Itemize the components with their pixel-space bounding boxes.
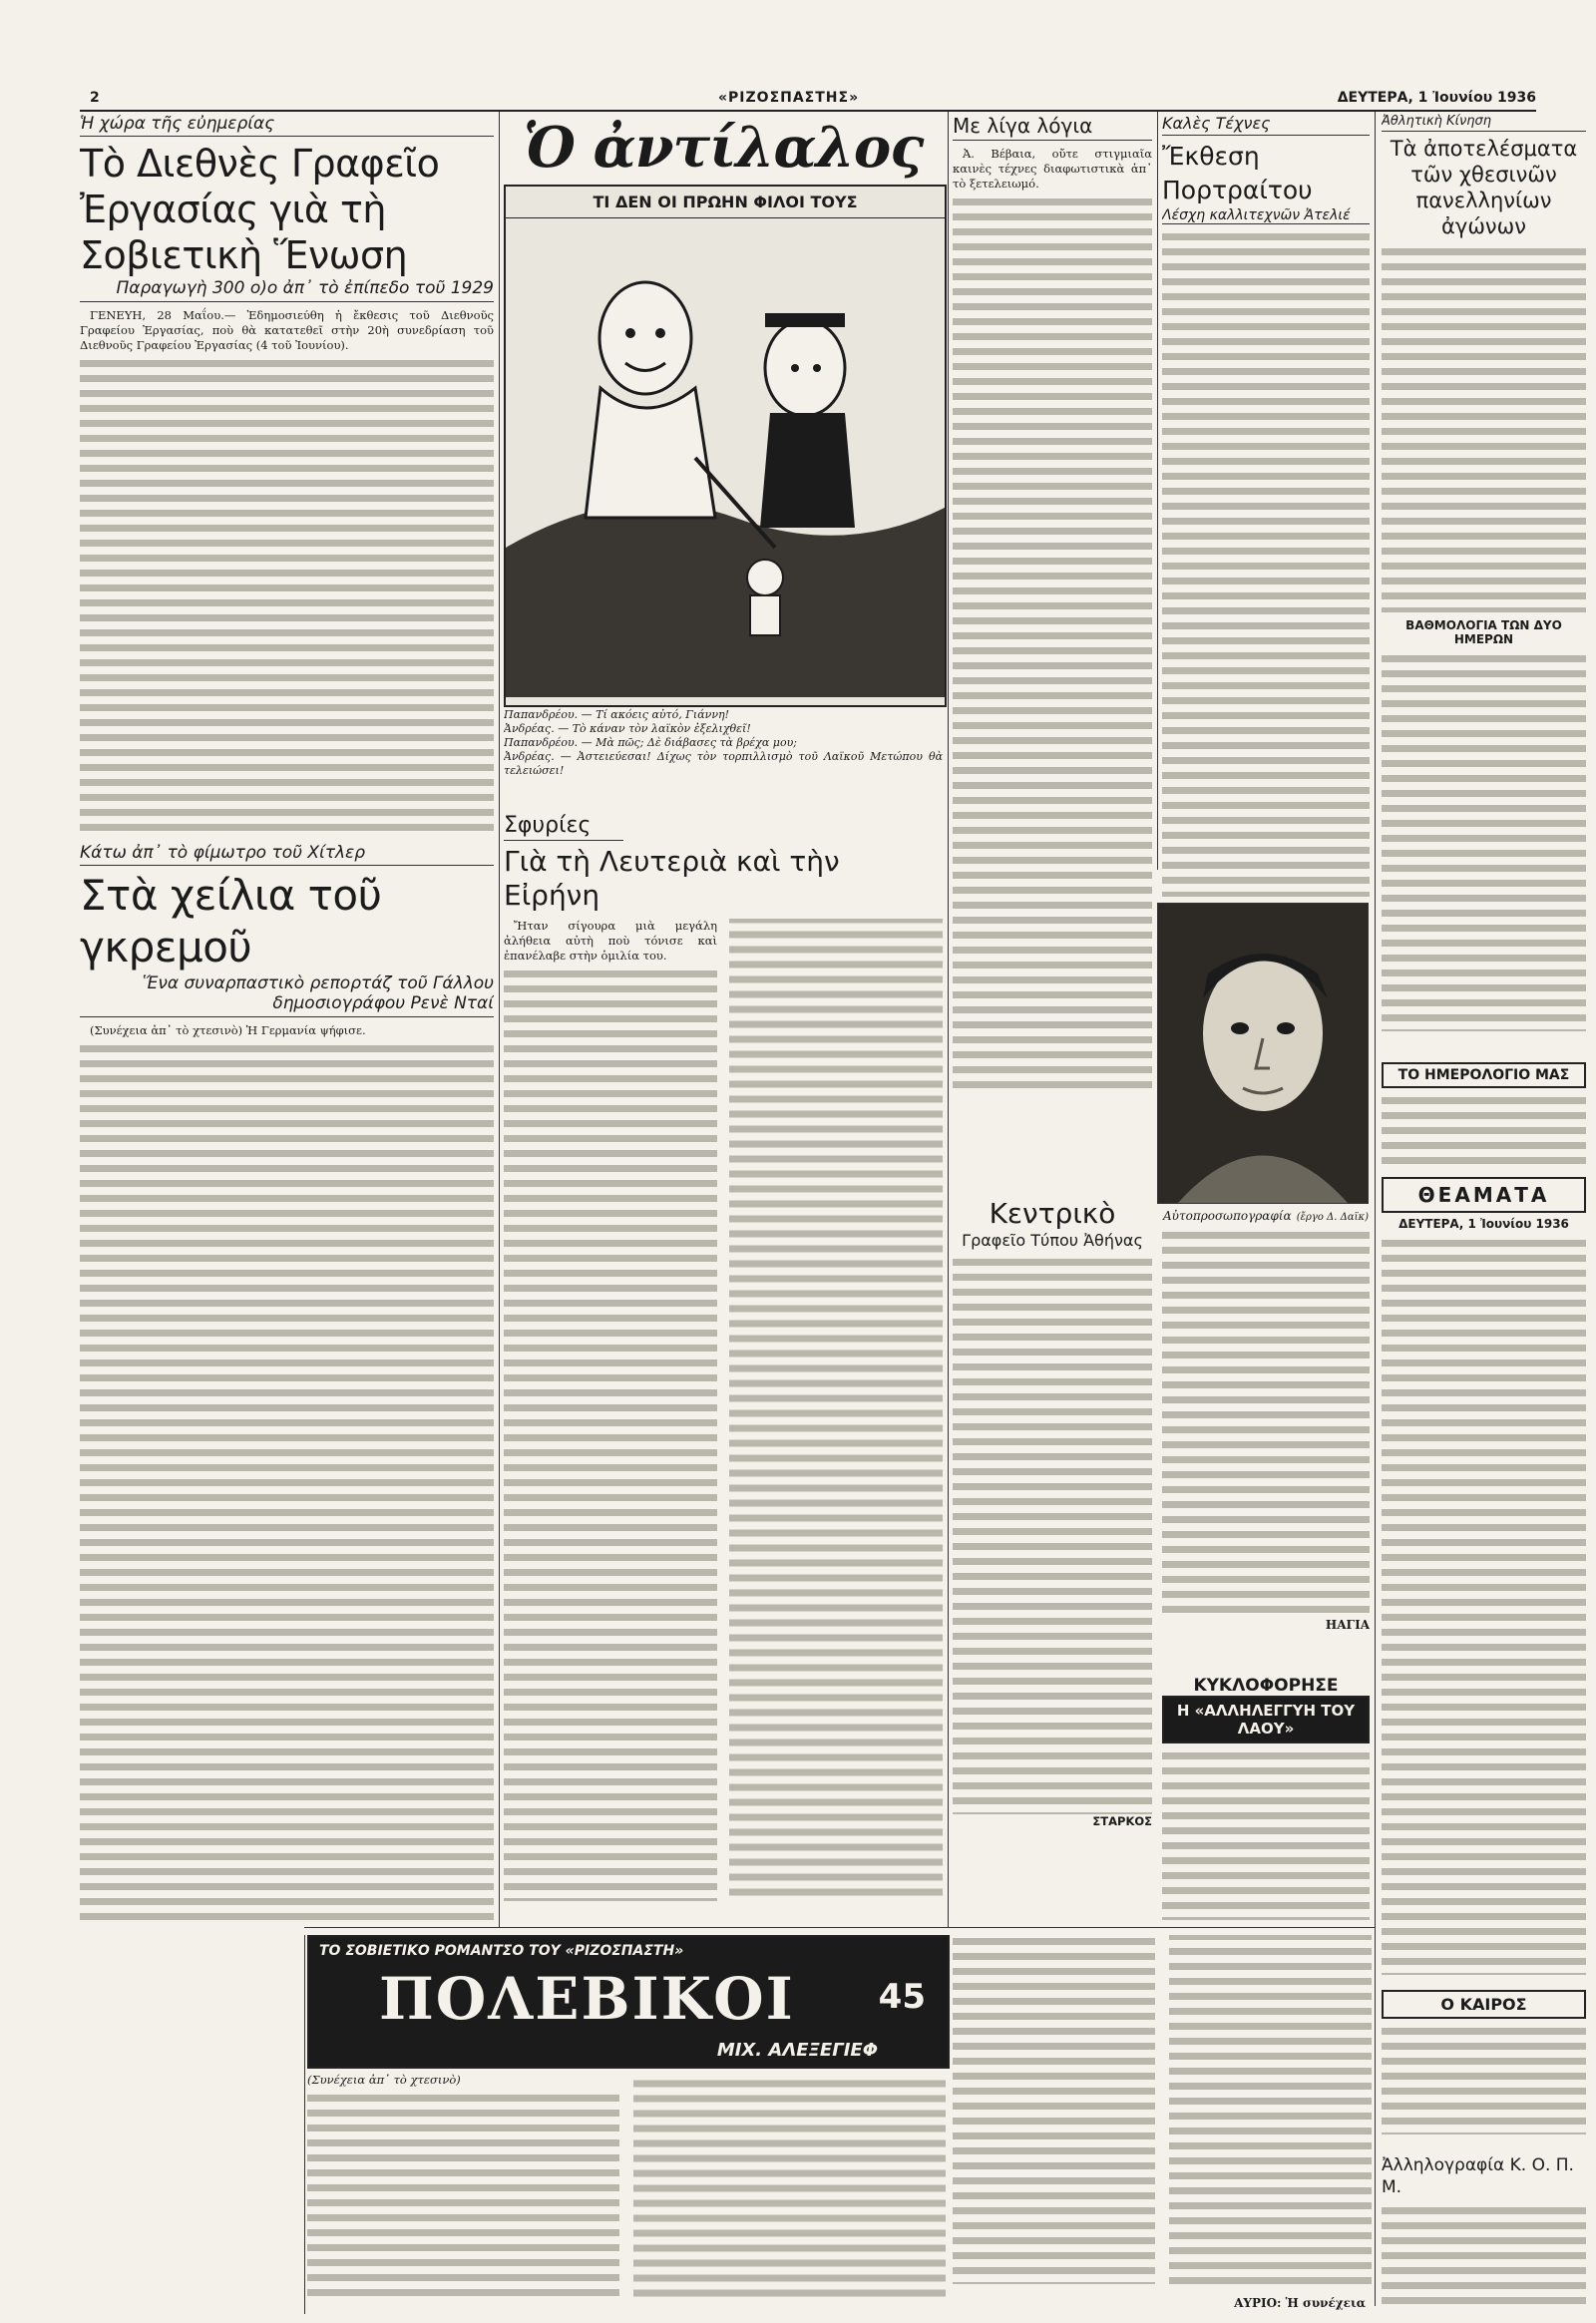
article-text-block — [80, 357, 494, 832]
ilo-article — [80, 114, 494, 832]
short-notes — [953, 114, 1152, 1111]
cartoon-caption-title: ΤΙ ΔΕΝ ΟΙ ΠΡΩΗΝ ΦΙΛΟΙ ΤΟΥΣ — [506, 187, 945, 218]
issue-date: ΔΕΥΤΕΡΑ, 1 Ἰουνίου 1936 — [1337, 90, 1536, 106]
dialogue-line-1: Παπανδρέου. — Τί ακόεις αὐτό, Γιάννη! — [504, 708, 730, 721]
theatre-listings — [1382, 1177, 1586, 1985]
article-text-block — [80, 1042, 494, 1920]
sports-article — [1382, 114, 1586, 612]
newspaper-name: «ΡΙΖΟΣΠΑΣΤΗΣ» — [718, 90, 860, 106]
arts-continued — [1162, 1229, 1370, 1668]
ilo-deck: Παραγωγὴ 300 ο)ο ἀπ᾿ τὸ ἐπίπεδο τοῦ 1929 — [80, 278, 494, 302]
serial-text — [307, 2073, 946, 2312]
ilo-body — [80, 308, 494, 832]
arts-kicker: Καλὲς Τέχνες — [1162, 114, 1370, 136]
arts-signature: ΗΑΓΙΑ — [1325, 1618, 1370, 1632]
weather-box: Ο ΚΑΙΡΟΣ — [1382, 1990, 1586, 2019]
section-rule — [304, 1927, 1375, 1928]
cartoon-illustration — [504, 185, 947, 707]
sports-kicker: Ἀθλητικὴ Κίνηση — [1382, 114, 1586, 132]
ilo-kicker: Ἡ χώρα τῆς εὐημερίας — [80, 114, 494, 137]
column-rule — [499, 112, 500, 1927]
theatre-date: ΔΕΥΤΕΡΑ, 1 Ἰουνίου 1936 — [1398, 1217, 1569, 1231]
cartoon-drawing — [506, 218, 945, 697]
sfyries-body — [504, 919, 943, 1901]
photo-caption: Αὐτοπροσωπογραφία — [1163, 1209, 1292, 1223]
article-text-block — [1382, 245, 1586, 612]
column-rule — [1375, 112, 1376, 2306]
hitler-deck: Ἕνα συναρπαστικὸ ρεπορτάζ τοῦ Γάλλου δημοσιογράφου Ρενὲ Νταί — [80, 973, 494, 1017]
correspondence-section — [1382, 2154, 1586, 2314]
serial-author: ΜΙΧ. ΑΛΕΞΕΓΙΕΦ — [716, 2040, 878, 2061]
column-rule — [948, 112, 949, 1927]
serial-banner — [307, 1935, 950, 2069]
press-office-title: Κεντρικὸ — [989, 1197, 1116, 1230]
weather-section — [1382, 1990, 1586, 2149]
press-office-signature: ΣΤΑΡΚΟΣ — [1092, 1814, 1152, 1828]
serial-text-continued — [953, 1935, 1372, 2314]
serial-title: ΠΟΛΕΒΙΚΟΙ — [379, 1965, 795, 2033]
article-text-block — [307, 2073, 946, 2297]
sports-results — [1382, 618, 1586, 1057]
cartoon-logo: Ὁ ἀντίλαλος — [523, 115, 924, 181]
article-text-block — [1162, 1229, 1370, 1618]
photo-caption-area — [1162, 1205, 1370, 1225]
short-notes-body — [953, 147, 1152, 1093]
theatre-box: ΘΕΑΜΑΤΑ — [1382, 1177, 1586, 1213]
masthead — [80, 88, 1536, 112]
arts-headline: Ἔκθεση Πορτραίτου — [1162, 142, 1313, 204]
hitler-body — [80, 1023, 494, 1920]
circulation-name: Η «ΑΛΛΗΛΕΓΓΥΗ ΤΟΥ ΛΑΟΥ» — [1162, 1696, 1370, 1743]
short-notes-header: Με λίγα λόγια — [953, 114, 1152, 141]
circulation-title: ΚΥΚΛΟΦΟΡΗΣΕ — [1193, 1676, 1339, 1696]
portrait-image — [1158, 904, 1368, 1203]
press-office-article — [953, 1197, 1152, 1915]
short-notes-lead: Ἀ. Βέβαια, οὔτε στιγμιαῖα καινὲς τέχνες διαφωτιστικὰ ἀπ᾿ τὸ ξετελειωμό. — [953, 147, 1152, 191]
dialogue-line-2: Ἀνδρέας. — Τὸ κάναν τὸν λαϊκὸν ἐξελιχθεῖ! — [504, 722, 751, 735]
article-text-block — [1382, 1094, 1586, 1172]
press-office-body — [953, 1256, 1152, 1829]
cartoon-dialogue — [504, 708, 943, 808]
article-text-block — [1382, 2204, 1586, 2304]
article-text-block — [953, 1935, 1372, 2284]
article-text-block — [953, 195, 1152, 1093]
arts-deck: Λέσχη καλλιτεχνῶν Ἀτελιέ — [1162, 207, 1370, 224]
serial-tomorrow: ΑΥΡΙΟ: Ἡ συνέχεια — [1234, 2296, 1366, 2310]
arts-body — [1162, 230, 1370, 897]
article-text-block — [1162, 230, 1370, 897]
article-text-block — [1162, 1749, 1370, 1920]
sports-body — [1382, 245, 1586, 612]
column-rule — [304, 1935, 305, 2314]
article-text-block — [1382, 1237, 1586, 1975]
circulation-notice — [1162, 1676, 1370, 1920]
correspondence-title: Ἀλληλογραφία Κ. Ο. Π. Μ. — [1382, 2155, 1574, 2197]
calendar-section — [1382, 1062, 1586, 1172]
article-text-block — [1382, 652, 1586, 1031]
page-number: 2 — [90, 90, 100, 106]
sfyries-lead: Ἤταν σίγουρα μιὰ μεγάλη ἀλήθεια αὐτὴ ποὺ τόνισε καὶ ἐπανέλαβε στὴν ὁμιλία του. — [504, 919, 717, 963]
serial-label: ΤΟ ΣΟΒΙΕΤΙΚΟ ΡΟΜΑΝΤΣΟ ΤΟΥ «ΡΙΖΟΣΠΑΣΤΗ» — [319, 1943, 684, 1959]
hitler-article — [80, 843, 494, 1920]
article-text-block — [1382, 2025, 1586, 2134]
article-text-block — [953, 1256, 1152, 1814]
self-portrait-photo — [1157, 903, 1369, 1204]
dialogue-line-3: Παπανδρέου. — Μὰ πῶς; Δὲ διάβασες τὰ βρέχα μου; — [504, 736, 797, 749]
article-text-block — [504, 919, 943, 1901]
sfyries-article — [504, 813, 943, 1920]
sports-headline: Τὰ ἀποτελέσματα τῶν χθεσινῶν πανελληνίων ἀγώνων — [1390, 137, 1578, 238]
serial-installment: 45 — [878, 1977, 926, 2017]
press-office-subtitle: Γραφεῖο Τύπου Ἀθήνας — [962, 1231, 1143, 1250]
hitler-lead: (Συνέχεια ἀπ᾿ τὸ χτεσινὸ) Ἡ Γερμανία ψήφισε. — [90, 1023, 366, 1037]
calendar-box: ΤΟ ΗΜΕΡΟΛΟΓΙΟ ΜΑΣ — [1382, 1062, 1586, 1088]
photo-credit: (ἔργο Δ. Δαϊκ) — [1296, 1212, 1369, 1223]
cartoon-logo-area — [504, 114, 943, 184]
dialogue-line-4: Ἀνδρέας. — Ἀστειεύεσαι! Δίχως τὸν τορπιλλισμὸ τοῦ Λαϊκοῦ Μετώπου θὰ τελειώσει! — [504, 750, 943, 777]
sfyries-headline: Γιὰ τὴ Λευτεριὰ καὶ τὴν Εἰρήνη — [504, 845, 840, 912]
hitler-headline: Στὰ χείλια τοῦ γκρεμοῦ — [80, 871, 382, 971]
sfyries-section: Σφυρίες — [504, 813, 623, 841]
column-rule — [1157, 112, 1158, 870]
portrait-exhibition-article — [1162, 114, 1370, 897]
results-title: ΒΑΘΜΟΛΟΓΙΑ ΤΩΝ ΔΥΟ ΗΜΕΡΩΝ — [1405, 618, 1562, 646]
serial-continued: (Συνέχεια ἀπ᾿ τὸ χτεσινὸ) — [307, 2073, 461, 2087]
hitler-kicker: Κάτω ἀπ᾿ τὸ φίμωτρο τοῦ Χίτλερ — [80, 843, 494, 866]
ilo-lead: ΓΕΝΕΥΗ, 28 Μαΐου.— Ἐδημοσιεύθη ἡ ἔκθεσις τοῦ Διεθνοῦς Γραφείου Ἐργασίας, ποὺ θὰ κατατεθεῖ στὴν 20ὴ συνεδρίαση τοῦ Διεθνοῦς Γραφείου Ἐργασίας (4 τοῦ Ἰουνίου). — [80, 308, 494, 352]
ilo-headline: Τὸ Διεθνὲς Γραφεῖο Ἐργασίας γιὰ τὴ Σοβιετικὴ Ἕνωση — [80, 142, 440, 277]
